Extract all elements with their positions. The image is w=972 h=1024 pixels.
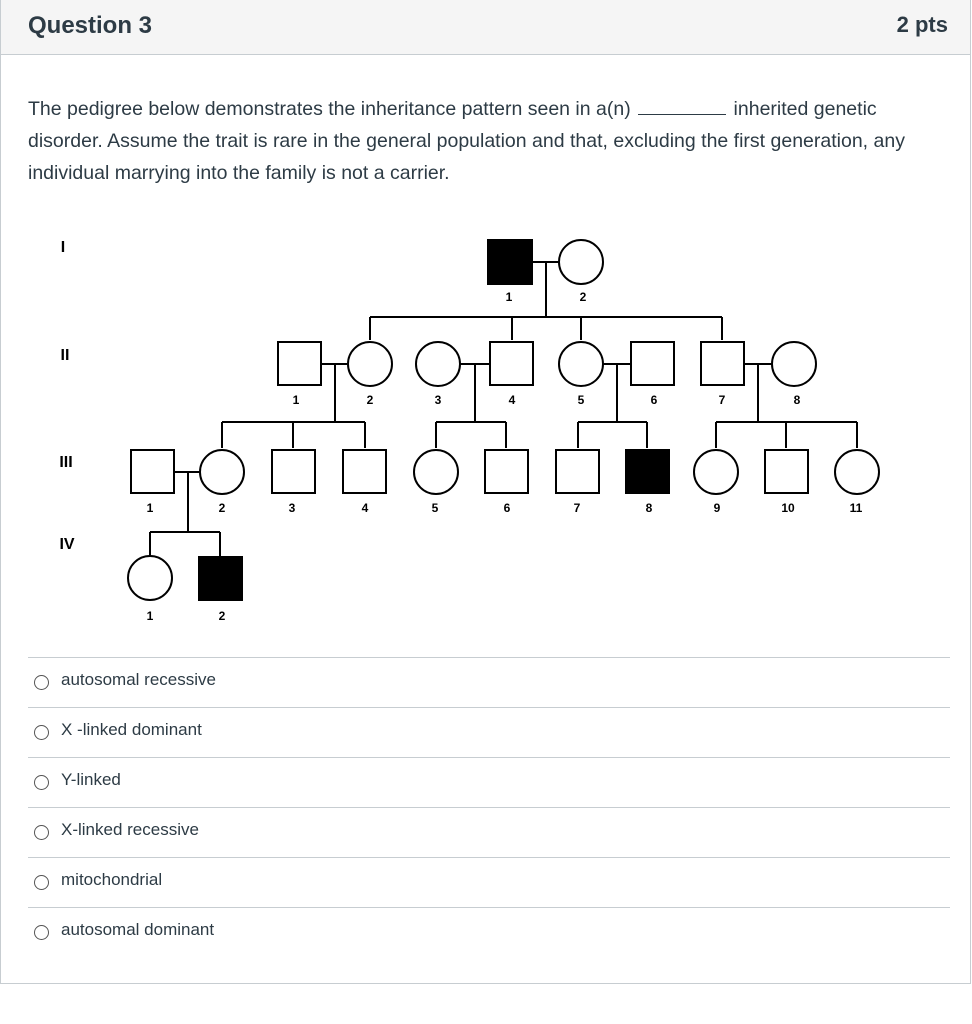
gen3-female-11: [835, 450, 879, 494]
gen2-female-2: [348, 342, 392, 386]
gen3-num-9: 9: [713, 501, 721, 515]
gen2-male-7: [701, 342, 744, 385]
gen1-male-1-affected: [488, 240, 532, 284]
gen2-female-5: [559, 342, 603, 386]
answer-label[interactable]: X-linked recessive: [61, 820, 199, 839]
gen2-num-8: 8: [793, 393, 801, 407]
gen2-num-7: 7: [718, 393, 726, 407]
radio-button[interactable]: [34, 725, 49, 740]
gen3-num-7: 7: [573, 501, 581, 515]
gen3-num-5: 5: [431, 501, 439, 515]
pedigree-chart: [1, 225, 972, 635]
answer-label[interactable]: X -linked dominant: [61, 720, 202, 739]
gen3-num-1: 1: [146, 501, 154, 515]
answer-label[interactable]: autosomal dominant: [61, 920, 215, 939]
gen2-num-2: 2: [366, 393, 374, 407]
gen3-num-4: 4: [361, 501, 369, 515]
gen3-num-6: 6: [503, 501, 511, 515]
gen-label-3: III: [59, 454, 73, 471]
gen2-num-5: 5: [577, 393, 585, 407]
gen2-female-8: [772, 342, 816, 386]
question-text-after: inherited genetic disorder. Assume the trait is rare in the general population and that, excluding the first generation, any individual marrying into the family is not a carrier.: [28, 98, 905, 184]
gen2-male-4: [490, 342, 533, 385]
gen3-num-8: 8: [645, 501, 653, 515]
gen3-male-3: [272, 450, 315, 493]
answer-option-autosomal-recessive[interactable]: [28, 657, 950, 707]
gen2-female-3: [416, 342, 460, 386]
gen-label-1: I: [60, 239, 66, 256]
answer-label[interactable]: autosomal recessive: [61, 670, 216, 689]
gen3-male-4: [343, 450, 386, 493]
question-text: [28, 93, 948, 189]
generation-labels: [59, 239, 75, 553]
gen3-male-1: [131, 450, 174, 493]
fill-in-blank: [638, 96, 726, 115]
question-points: 2 pts: [896, 12, 948, 37]
gen2-num-4: 4: [508, 393, 516, 407]
gen1-num-2: 2: [579, 290, 587, 304]
gen4-female-1: [128, 556, 172, 600]
gen3-male-8-affected: [626, 450, 669, 493]
question-header: [1, 0, 970, 55]
answer-list: [28, 657, 950, 957]
gen3-num-2: 2: [218, 501, 226, 515]
radio-button[interactable]: [34, 775, 49, 790]
gen1-female-2: [559, 240, 603, 284]
gen-label-2: II: [60, 347, 70, 364]
radio-button[interactable]: [34, 875, 49, 890]
gen3-female-5: [414, 450, 458, 494]
gen2-num-3: 3: [434, 393, 442, 407]
radio-button[interactable]: [34, 925, 49, 940]
gen2-num-1: 1: [292, 393, 300, 407]
gen2-male-6: [631, 342, 674, 385]
gen2-num-6: 6: [650, 393, 658, 407]
gen3-female-9: [694, 450, 738, 494]
answer-option-mitochondrial[interactable]: [28, 857, 950, 907]
gen3-num-3: 3: [288, 501, 296, 515]
gen2-male-1: [278, 342, 321, 385]
answer-option-x-linked-recessive[interactable]: [28, 807, 950, 857]
gen3-num-11: 11: [849, 501, 863, 515]
answer-label[interactable]: mitochondrial: [61, 870, 163, 889]
gen3-male-10: [765, 450, 808, 493]
gen4-num-1: 1: [146, 609, 154, 623]
answer-label[interactable]: Y-linked: [61, 770, 121, 789]
radio-button[interactable]: [34, 675, 49, 690]
gen-label-4: IV: [59, 536, 75, 553]
answer-option-x-linked-dominant[interactable]: [28, 707, 950, 757]
question-text-before: The pedigree below demonstrates the inheritance pattern seen in a(n): [28, 98, 631, 120]
answer-option-autosomal-dominant[interactable]: [28, 907, 950, 957]
gen1-num-1: 1: [505, 290, 513, 304]
gen3-male-6: [485, 450, 528, 493]
gen3-female-2: [200, 450, 244, 494]
answer-option-y-linked[interactable]: [28, 757, 950, 807]
gen4-num-2: 2: [218, 609, 226, 623]
gen3-num-10: 10: [781, 501, 795, 515]
radio-button[interactable]: [34, 825, 49, 840]
question-title: Question 3: [28, 12, 153, 39]
gen4-male-2-affected: [199, 557, 242, 600]
gen3-male-7: [556, 450, 599, 493]
